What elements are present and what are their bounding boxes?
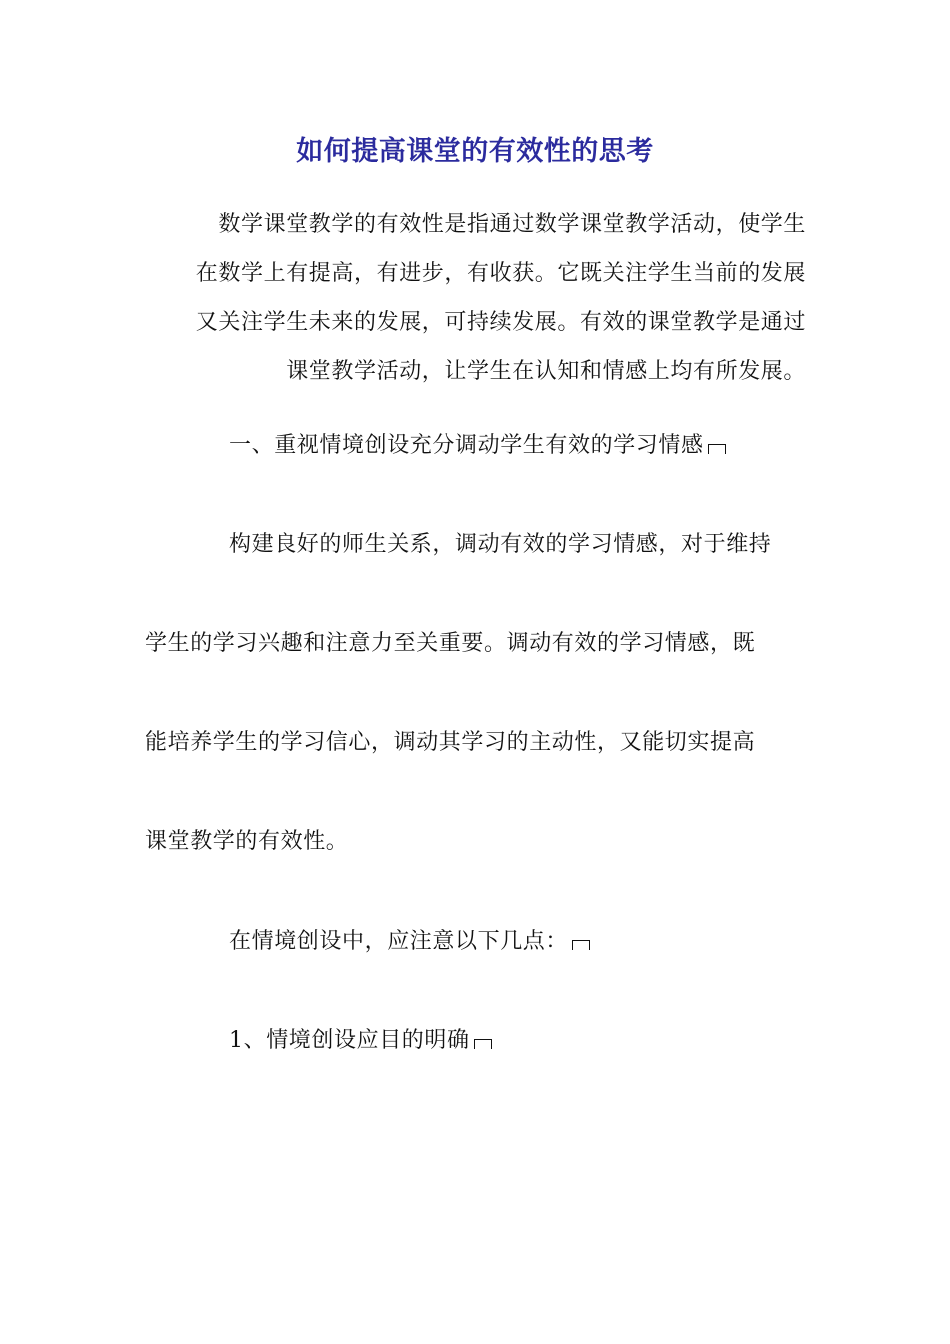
intro-line-1: 数学课堂教学的有效性是指通过数学课堂教学活动，使学生 xyxy=(218,212,806,237)
body-line-4: 课堂教学的有效性。 xyxy=(145,829,349,854)
points-intro xyxy=(229,926,590,958)
document-title: 如何提高课堂的有效性的思考 xyxy=(296,136,654,167)
section-heading-text: 一、重视情境创设充分调动学生有效的学习情感 xyxy=(229,433,704,458)
paragraph-mark-icon xyxy=(572,940,590,950)
paragraph-mark-icon xyxy=(708,444,726,454)
point-1-text: 1、情境创设应目的明确 xyxy=(229,1028,470,1053)
intro-line-3: 又关注学生未来的发展，可持续发展。有效的课堂教学是通过 xyxy=(195,310,806,335)
intro-line-2: 在数学上有提高，有进步，有收获。它既关注学生当前的发展 xyxy=(195,261,806,286)
paragraph-mark-icon xyxy=(474,1039,492,1049)
body-line-2: 学生的学习兴趣和注意力至关重要。调动有效的学习情感，既 xyxy=(145,631,756,656)
body-line-3: 能培养学生的学习信心，调动其学习的主动性，又能切实提高 xyxy=(145,730,756,755)
body-line-1: 构建良好的师生关系，调动有效的学习情感，对于维持 xyxy=(229,532,772,557)
intro-line-4: 课堂教学活动，让学生在认知和情感上均有所发展。 xyxy=(286,359,806,384)
point-1 xyxy=(229,1025,492,1057)
section-heading xyxy=(229,430,726,462)
points-intro-text: 在情境创设中，应注意以下几点： xyxy=(229,929,569,954)
